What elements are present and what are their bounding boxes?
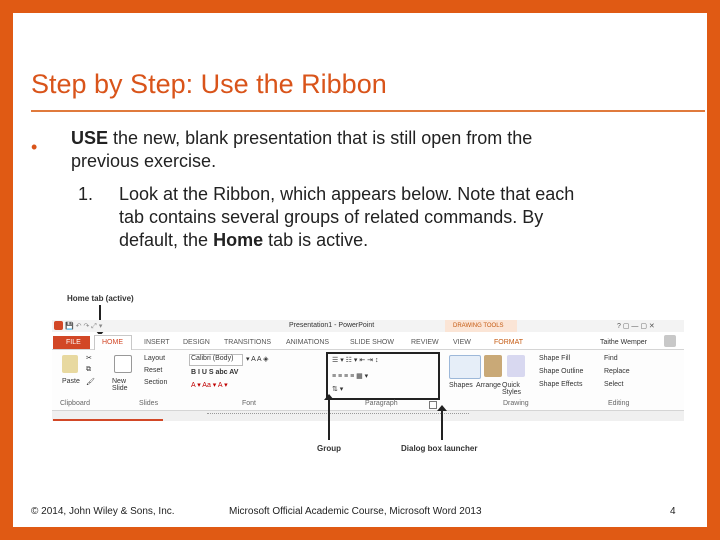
shape-fill-button[interactable]: Shape Fill xyxy=(539,355,571,362)
dialog-launcher-icon[interactable] xyxy=(429,401,437,409)
step-text xyxy=(119,183,709,252)
footer-copyright: © 2014, John Wiley & Sons, Inc. xyxy=(31,506,175,517)
group-label-editing: Editing xyxy=(608,400,630,407)
contextual-tab-label: DRAWING TOOLS xyxy=(453,323,504,329)
replace-button[interactable]: Replace xyxy=(604,368,630,375)
font-name-value: Calibri (Body) xyxy=(191,355,234,362)
section-button[interactable]: Section xyxy=(144,379,168,386)
powerpoint-icon xyxy=(54,321,63,330)
arrange-icon[interactable] xyxy=(484,355,502,377)
step-line-3-pre: default, the xyxy=(119,230,214,250)
user-name[interactable]: Taithe Wemper xyxy=(600,339,647,346)
tab-slide-show[interactable]: SLIDE SHOW xyxy=(350,339,394,346)
ribbon-screenshot xyxy=(52,294,684,456)
cut-icon[interactable]: ✂ xyxy=(86,355,92,362)
bullet-line-2: previous exercise. xyxy=(71,151,217,171)
tab-animations[interactable]: ANIMATIONS xyxy=(286,339,330,346)
font-format-icons[interactable]: B I U S abc AV xyxy=(191,369,239,376)
shape-outline-button[interactable]: Shape Outline xyxy=(539,368,584,375)
step-line-3-post: tab is active. xyxy=(263,230,369,250)
new-slide-button[interactable]: New Slide xyxy=(112,378,128,392)
group-callout-line xyxy=(328,396,330,440)
select-button[interactable]: Select xyxy=(604,381,624,388)
find-button[interactable]: Find xyxy=(604,355,618,362)
group-label-slides: Slides xyxy=(139,400,159,407)
layout-button[interactable]: Layout xyxy=(144,355,166,362)
font-color-icon[interactable]: A ▾ Aa ▾ A ▾ xyxy=(191,382,228,389)
slide xyxy=(13,13,707,527)
shapes-button[interactable]: Shapes xyxy=(449,382,473,389)
group-label-drawing: Drawing xyxy=(503,400,529,407)
tab-review[interactable]: REVIEW xyxy=(411,339,439,346)
step-line-1: Look at the Ribbon, which appears below. Note that each xyxy=(119,184,575,204)
window-title: Presentation1 - PowerPoint xyxy=(289,322,375,329)
group-callout: Group xyxy=(317,444,341,453)
avatar[interactable] xyxy=(664,335,676,347)
quick-access-icon[interactable]: 💾 ↶ ↷ ⤢ ▾ xyxy=(65,323,103,330)
slide-thumbnail-edge xyxy=(53,419,163,421)
bullet-icon: • xyxy=(31,137,38,157)
shapes-icon[interactable] xyxy=(449,355,481,379)
step-line-2: tab contains several groups of related commands. By xyxy=(119,207,544,227)
bullet-text xyxy=(71,127,711,173)
quick-styles-icon[interactable] xyxy=(507,355,525,377)
home-tab-callout: Home tab (active) xyxy=(67,294,134,303)
step-number: 1. xyxy=(78,184,94,204)
footer-course: Microsoft Official Academic Course, Microsoft Word 2013 xyxy=(229,506,482,517)
tab-file[interactable]: FILE xyxy=(66,339,81,346)
ruler-ticks xyxy=(207,413,469,418)
step-line-3-bold: Home xyxy=(213,230,264,250)
tab-format[interactable]: FORMAT xyxy=(494,339,524,346)
new-slide-icon[interactable] xyxy=(114,355,132,373)
bullet-bold: USE xyxy=(71,128,109,148)
slide-title: Step by Step: Use the Ribbon xyxy=(31,69,387,99)
tab-home[interactable]: HOME xyxy=(102,339,123,346)
tab-view[interactable]: VIEW xyxy=(453,339,471,346)
quick-styles-button[interactable]: Quick Styles xyxy=(502,382,522,396)
copy-icon[interactable]: ⧉ xyxy=(86,366,91,373)
dialog-callout-arrowhead xyxy=(437,405,447,411)
shape-effects-button[interactable]: Shape Effects xyxy=(539,381,583,388)
align-icons[interactable]: ≡ ≡ ≡ ≡ ▦ ▾ xyxy=(332,373,369,380)
format-painter-icon[interactable]: 🖌 xyxy=(86,379,95,386)
arrange-button[interactable]: Arrange xyxy=(476,382,501,389)
tab-transitions[interactable]: TRANSITIONS xyxy=(224,339,272,346)
group-label-font: Font xyxy=(242,400,257,407)
paste-icon[interactable] xyxy=(62,355,78,373)
list-icons[interactable]: ☰ ▾ ☷ ▾ ⇤ ⇥ ↕ xyxy=(332,357,379,364)
group-callout-arrowhead xyxy=(324,394,334,400)
group-label-paragraph: Paragraph xyxy=(365,400,398,407)
page-number: 4 xyxy=(670,506,676,517)
font-size-icon[interactable]: ▾ A A ◈ xyxy=(246,356,269,363)
tab-insert[interactable]: INSERT xyxy=(144,339,170,346)
window-controls-icon[interactable]: ? ▢ — ▢ ✕ xyxy=(617,323,655,330)
paste-button[interactable]: Paste xyxy=(62,378,80,385)
bullet-line-1: the new, blank presentation that is still open from the xyxy=(108,128,533,148)
reset-button[interactable]: Reset xyxy=(144,367,163,374)
tab-design[interactable]: DESIGN xyxy=(183,339,210,346)
text-direction-icon[interactable]: ⇅ ▾ xyxy=(332,386,344,393)
dialog-launcher-callout: Dialog box launcher xyxy=(401,444,478,453)
group-label-clipboard: Clipboard xyxy=(60,400,90,407)
dialog-callout-line xyxy=(441,407,443,440)
title-divider xyxy=(31,110,705,112)
